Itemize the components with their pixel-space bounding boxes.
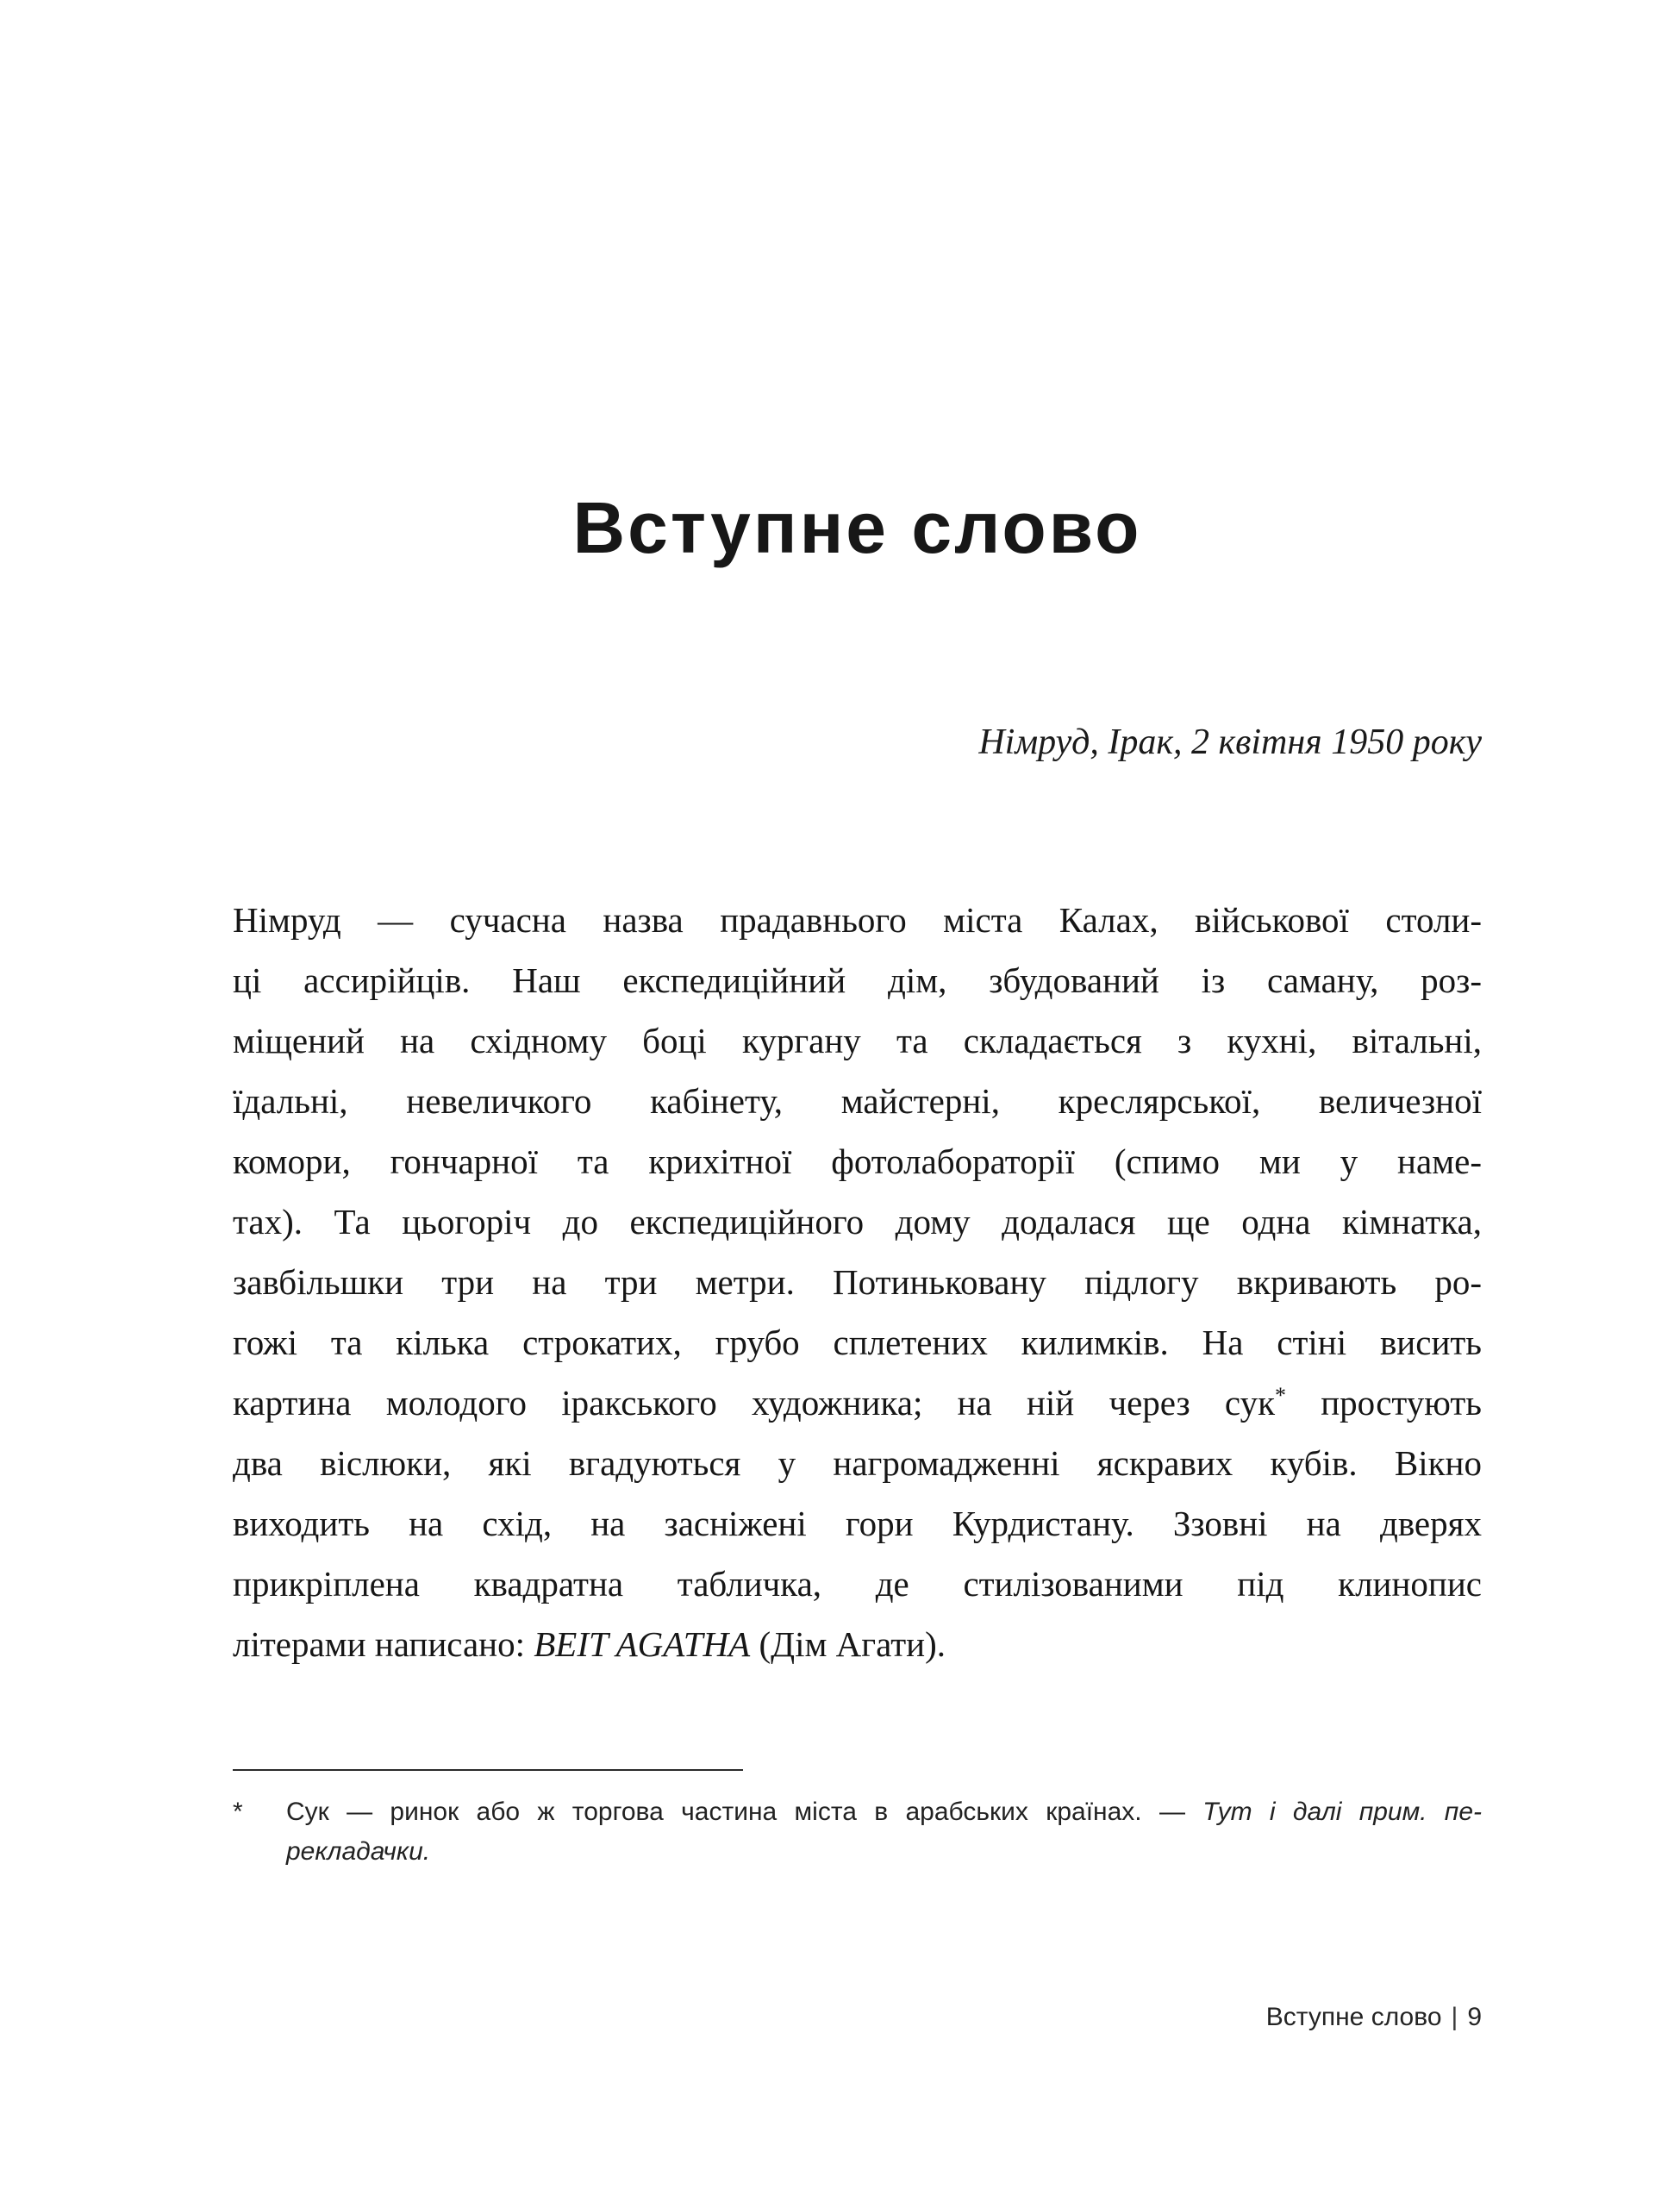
paragraph-text: (Дім Агати). [750,1624,946,1664]
paragraph-text: картина молодого іракського художника; на ній через сук [233,1383,1275,1423]
footnote-line: рекладачки. [286,1837,431,1866]
paragraph-line: міщений на східному боці кургану та складається з кухні, вітальні, [233,1021,1482,1060]
dateline: Німруд, Ірак, 2 квітня 1950 року [978,722,1482,762]
house-name-latin: BEIT AGATHA [534,1624,751,1664]
paragraph-line: завбільшки три на три метри. Потиньковану підлогу вкривають ро- [233,1262,1482,1302]
footnote-reference-asterisk: * [1275,1383,1286,1408]
footnote-separator [233,1769,743,1771]
footnote-definition: Сук — ринок або ж торгова частина міста в арабських країнах. — [286,1798,1203,1826]
chapter-title: Вступне слово [572,487,1142,569]
paragraph-line [233,1614,1482,1674]
page-footer [233,2002,1482,2033]
footnote-text [286,1792,1482,1872]
paragraph-text: простують [1286,1383,1482,1423]
footnote-marker: * [233,1798,243,1826]
paragraph-line: комори, гончарної та крихітної фотолабораторії (спимо ми у наме- [233,1141,1482,1181]
footnote [233,1792,1482,1872]
paragraph-line [233,1373,1482,1433]
paragraph-line: їдальні, невеличкого кабінету, майстерні, креслярської, величезної [233,1081,1482,1121]
paragraph-line: Німруд — сучасна назва прадавнього міста Калах, військової столи- [233,900,1482,940]
paragraph-line: два віслюки, які вгадуються у нагромадженні яскравих кубів. Вікно [233,1443,1482,1483]
body-paragraph [233,890,1482,1674]
paragraph-line: виходить на схід, на засніжені гори Курдистану. Ззовні на дверях [233,1504,1482,1543]
footnote-line [286,1792,1482,1832]
page-number: 9 [1467,2003,1482,2031]
paragraph-line: ці ассирійців. Наш експедиційний дім, збудований із саману, роз- [233,960,1482,1000]
running-title: Вступне слово [1265,2003,1442,2031]
paragraph-line: прикріплена квадратна табличка, де стилізованими під клинопис [233,1564,1482,1604]
footer-divider: | [1451,2003,1458,2031]
paragraph-line: тах). Та цьогоріч до експедиційного дому додалася ще одна кімнатка, [233,1202,1482,1241]
translator-note-attribution: Тут і далі прим. пе- [1202,1798,1482,1826]
paragraph-line: гожі та кілька строкатих, грубо сплетених килимків. На стіні висить [233,1323,1482,1362]
paragraph-text: літерами написано: [233,1624,534,1664]
